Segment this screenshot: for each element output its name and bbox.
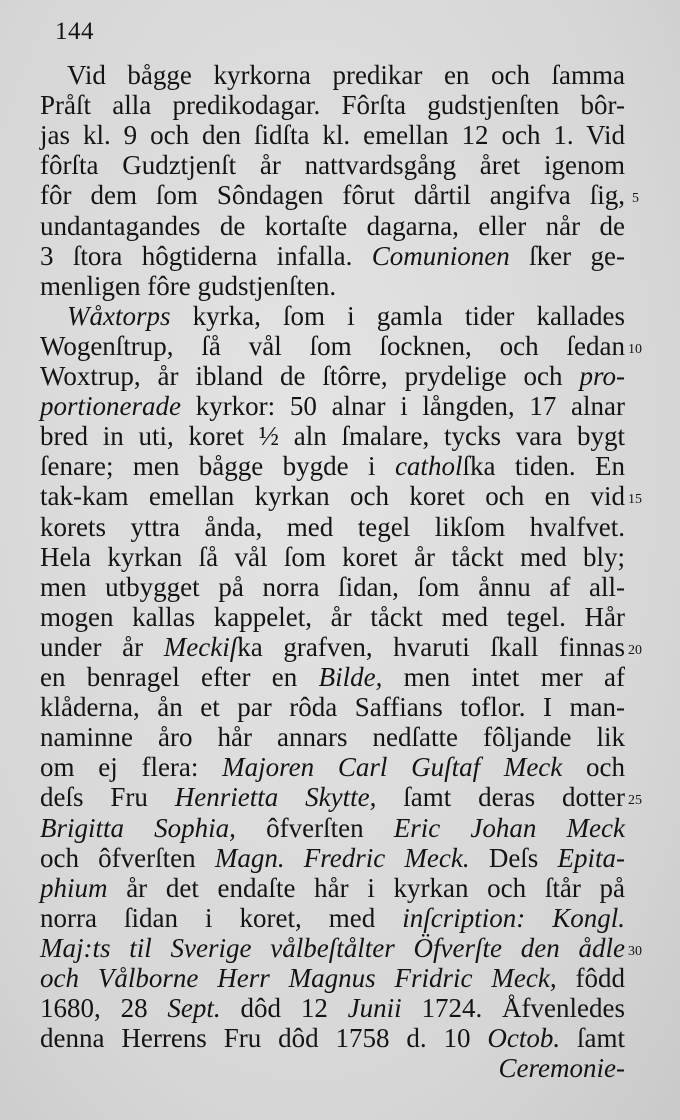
text-line — [40, 451, 625, 481]
text-line — [40, 903, 625, 933]
text-line — [40, 1023, 625, 1053]
margin-line-number: 5 — [632, 191, 639, 207]
text-span: denna Herrens Fru dôd 1758 d. 10 — [40, 1023, 488, 1054]
text-span: och ôfverſten — [40, 842, 215, 873]
text-span: Pråſt alla predikodagar. Fôrſta gudstjenſten bôr- — [40, 90, 625, 121]
text-span: ka grafven, hvaruti ſkall finnas — [237, 631, 626, 662]
text-span: naminne åro hår annars nedſatte fôljande lik — [40, 722, 625, 753]
italic-text: Ceremonie- — [498, 1053, 625, 1084]
text-line — [40, 963, 625, 993]
text-line — [40, 180, 625, 210]
italic-text: Meckiſ — [163, 631, 238, 662]
text-span: menligen fôre gudstjenſten. — [40, 270, 337, 301]
italic-text: Maj:ts til Sverige vålbeſtålter Öfverſte den ådle — [40, 932, 625, 963]
text-span: kyrkor: 50 alnar i långden, 17 alnar — [181, 391, 625, 422]
text-line — [40, 301, 625, 331]
margin-line-number: 20 — [628, 642, 642, 658]
text-line — [40, 1053, 625, 1083]
text-line — [40, 602, 625, 632]
italic-text: Epita- — [557, 842, 625, 873]
text-line — [40, 843, 625, 873]
text-line — [40, 211, 625, 241]
text-span: fôrſta Gudztjenſt år nattvardsgång året igenom — [40, 150, 625, 181]
text-span: men utbygget på norra ſidan, ſom ånnu af all- — [40, 571, 625, 602]
text-span: tak-kam emellan kyrkan och koret och en vid — [40, 481, 625, 512]
italic-text: pro- — [579, 361, 625, 391]
text-line — [40, 572, 625, 602]
text-span: ſker ge- — [509, 240, 625, 271]
text-line — [40, 692, 625, 722]
text-span: Deſs — [469, 842, 558, 873]
text-span: korets yttra ånda, med tegel likſom hvalfvet. — [40, 511, 625, 542]
text-span: fôdd — [556, 963, 625, 993]
text-line — [40, 813, 625, 843]
text-line — [40, 331, 625, 361]
italic-text: Comunionen — [371, 240, 510, 271]
italic-text: phium — [40, 872, 108, 903]
text-line — [40, 722, 625, 752]
text-span: klåderna, ån et par rôda Saffians toflor. I man- — [40, 692, 625, 723]
italic-text: Junii — [347, 993, 402, 1024]
text-span: Vid bågge kyrkorna predikar en och ſamma — [40, 60, 625, 90]
margin-line-number: 10 — [628, 341, 642, 357]
italic-text: Magn. Fredric Meck. — [214, 842, 470, 873]
text-line — [40, 120, 625, 150]
text-line — [40, 361, 625, 391]
text-span: norra ſidan i koret, med — [40, 902, 403, 933]
text-span: 1724. Åfvenledes — [401, 993, 625, 1024]
text-span — [40, 301, 67, 331]
text-span: men intet mer af — [382, 662, 625, 692]
text-span: 3 ſtora hôgtiderna infalla. — [40, 240, 372, 271]
text-line — [40, 662, 625, 692]
text-line — [40, 512, 625, 542]
text-line — [40, 150, 625, 180]
text-span: fôr dem ſom Sôndagen fôrut dårtil angifva ſig, — [40, 180, 625, 211]
text-span: kyrka, ſom i gamla tider kallades — [170, 300, 625, 331]
text-span: ſamt — [560, 1023, 625, 1054]
text-span: Hela kyrkan ſå vål ſom koret år tåckt med bly; — [40, 541, 625, 572]
text-line — [40, 632, 625, 662]
italic-text: cathol — [394, 451, 463, 482]
italic-text: Octob. — [487, 1023, 561, 1054]
margin-line-number: 15 — [628, 492, 642, 508]
italic-text: inſcription: Kongl. — [402, 902, 625, 933]
text-line — [40, 873, 625, 903]
italic-text: Wåxtorps — [67, 300, 171, 331]
text-span: undantagandes de kortaſte dagarna, eller når de — [40, 210, 625, 241]
text-span: mogen kallas kappelet, år tåckt med tegel. Hår — [40, 601, 625, 632]
italic-text: Majoren Carl Guſtaf Meck — [222, 752, 563, 783]
text-line — [40, 752, 625, 782]
italic-text: portionerade — [40, 391, 181, 422]
page-number: 144 — [55, 18, 94, 45]
text-line — [40, 542, 625, 572]
text-span: om ej flera: — [40, 752, 223, 783]
margin-line-number: 25 — [628, 793, 642, 809]
text-span: ôfverſten — [235, 812, 394, 843]
text-span: under år — [40, 631, 164, 662]
text-span: jas kl. 9 och den ſidſta kl. emellan 12 och 1. Vid — [40, 120, 625, 151]
text-span: ſamt deras dotter — [376, 782, 626, 813]
text-line — [40, 271, 625, 301]
text-line — [40, 933, 625, 963]
text-line — [40, 421, 625, 451]
text-span: 1680, 28 — [40, 993, 168, 1024]
text-line — [40, 90, 625, 120]
italic-text: Bilde, — [318, 662, 383, 692]
text-line — [40, 60, 625, 90]
italic-text: Eric Johan Meck — [393, 812, 625, 843]
text-span: dôd 12 — [220, 993, 348, 1024]
italic-text: Henrietta Skytte, — [174, 782, 377, 813]
text-span: och — [562, 752, 625, 783]
text-span: Wogenſtrup, ſå vål ſom ſocknen, och ſedan — [40, 330, 625, 361]
text-line — [40, 782, 625, 812]
text-line — [40, 993, 625, 1023]
text-span: år det endaſte hår i kyrkan och ſtår på — [107, 872, 625, 903]
text-line — [40, 391, 625, 421]
margin-line-number: 30 — [628, 943, 642, 959]
text-span: Woxtrup, år ibland de ſtôrre, prydelige och — [40, 361, 580, 391]
text-line — [40, 481, 625, 511]
text-span: deſs Fru — [40, 782, 175, 813]
text-span: bred in uti, koret ½ aln ſmalare, tycks vara bygt — [40, 421, 625, 452]
italic-text: Brigitta Sophia, — [40, 812, 236, 843]
text-line — [40, 241, 625, 271]
italic-text: Sept. — [167, 993, 221, 1024]
italic-text: och Vålborne Herr Magnus Fridric Meck, — [40, 963, 557, 993]
text-span: en benragel efter en — [40, 662, 319, 692]
text-span: ſenare; men bågge bygde i — [40, 451, 395, 482]
text-span: ſka tiden. En — [462, 451, 625, 482]
